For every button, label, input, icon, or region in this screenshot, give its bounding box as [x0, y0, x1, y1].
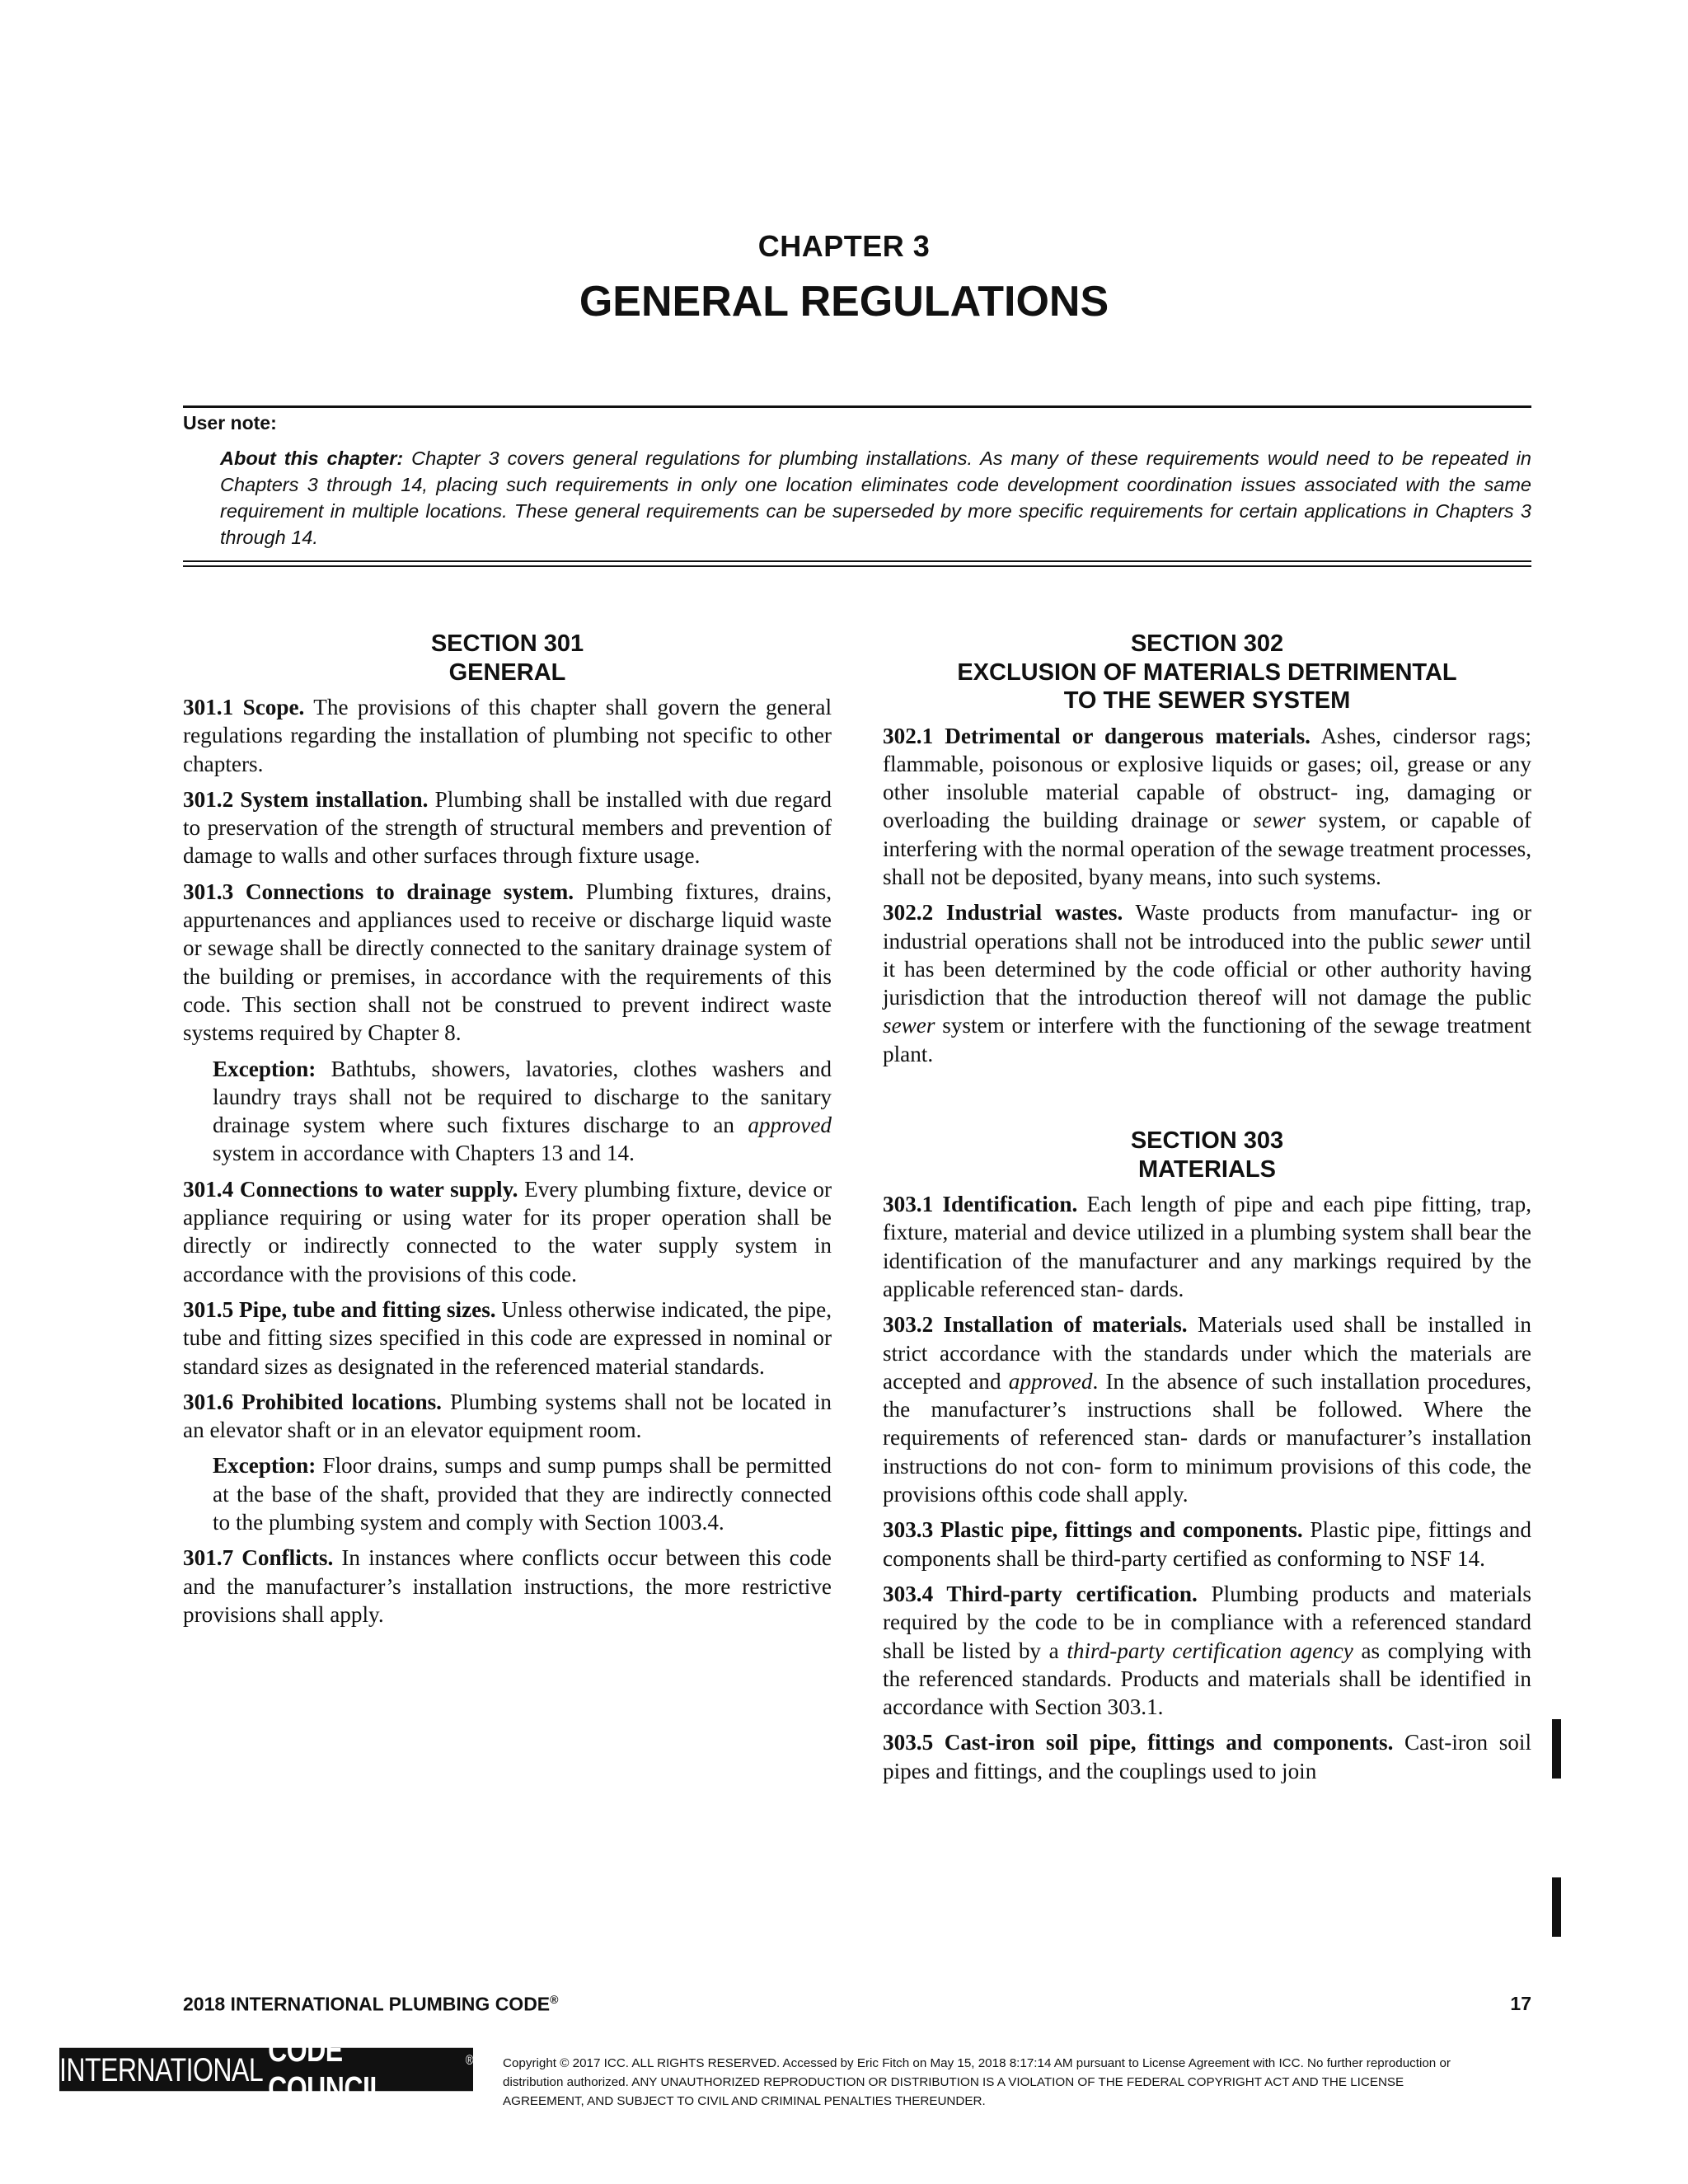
paragraph-number: 303.3 [883, 1517, 934, 1543]
user-note-lead: About this chapter: [220, 448, 404, 469]
copyright-notice [503, 2054, 1574, 2111]
paragraph-heading: Plastic pipe, fittings and components. [933, 1517, 1303, 1543]
paragraph-text: Unless otherwise indicated, the pipe, tube and fitting sizes specified in this code are expressed in nominal or standard sizes as designated in the referenced material standards. [183, 1296, 832, 1379]
paragraph-text: Plumbing systems shall not be located in an elevator shaft or in an elevator equipment room. [183, 1389, 832, 1443]
paragraph-301-3 [183, 878, 832, 1047]
user-note-label: User note: [183, 412, 277, 434]
paragraph-heading: Identification. [933, 1192, 1078, 1217]
exception-text: Bathtubs, showers, lavatories, clothes washers and laundry trays shall not be required to discharge to the sanitary drainage system where such fixtures discharge to an [213, 1056, 832, 1138]
defined-term: third-party certification agency [1067, 1638, 1353, 1663]
paragraph-heading: Third-party certification. [933, 1581, 1198, 1606]
chapter-label: CHAPTER 3 [757, 229, 931, 263]
paragraph-heading: Industrial wastes. [933, 900, 1123, 926]
exception-301-3 [213, 1055, 832, 1168]
paragraph-303-4 [883, 1580, 1531, 1721]
section-302-number: SECTION 302 [1130, 630, 1284, 657]
paragraph-heading: Conflicts. [233, 1545, 334, 1571]
left-column [183, 630, 832, 1636]
defined-term: sewer [1253, 808, 1306, 833]
paragraph-heading: Prohibited locations. [233, 1389, 442, 1414]
paragraph-text: Plumbing products and materials required by the code to be in compliance with a referenced standard shall be listed by a [883, 1581, 1531, 1663]
user-note-top-rule [183, 405, 1531, 408]
defined-term: approved [1008, 1368, 1093, 1394]
section-303-number: SECTION 303 [1130, 1127, 1284, 1155]
paragraph-text: Plumbing fixtures, drains, appurtenances and appliances used to receive or discharge liquid waste or sewage shall be directly connected to the sanitary drainage system of the building or premises, in accordance with the requirements of this code. This section shall not be construed to prevent indirect waste systems required by Chapter 8. [183, 879, 832, 1046]
paragraph-number: 302.1 [883, 723, 934, 748]
paragraph-heading: System installation. [233, 786, 429, 812]
paragraph-number: 301.7 [183, 1545, 234, 1571]
defined-term: approved [748, 1113, 832, 1138]
section-302-heading [883, 630, 1531, 715]
copyright-line: AGREEMENT, AND SUBJECT TO CIVIL AND CRIMINAL PENALTIES THEREUNDER. [503, 2094, 986, 2108]
paragraph-text: Every plumbing fixture, device or appliance requiring or using water for its proper operation shall be directly or indirectly connected to the water supply system in accordance with the provisions of this code. [183, 1176, 832, 1286]
revision-change-bar [1552, 1877, 1561, 1937]
logo-text-international: INTERNATIONAL [59, 2050, 264, 2088]
user-note-body [220, 445, 1531, 551]
paragraph-302-2 [883, 898, 1531, 1068]
paragraph-text: Ashes, cindersor rags; flammable, poisonous or explosive liquids or gases; oil, grease or any other insoluble material capable of obstruct- ing, damaging or overloading the building drainage or [883, 723, 1531, 833]
paragraph-heading: Cast-iron soil pipe, fittings and components. [933, 1730, 1394, 1755]
section-303-heading [883, 1127, 1531, 1183]
paragraph-302-1 [883, 722, 1531, 892]
logo-text-code-council: CODE COUNCIL [268, 2031, 386, 2107]
paragraph-301-7 [183, 1544, 832, 1629]
paragraph-301-5 [183, 1296, 832, 1380]
paragraph-number: 301.1 [183, 695, 234, 719]
paragraph-heading: Scope. [233, 695, 305, 719]
paragraph-number: 303.1 [883, 1192, 934, 1217]
paragraph-number: 302.2 [883, 900, 934, 926]
section-302-title: EXCLUSION OF MATERIALS DETRIMENTAL [957, 658, 1457, 686]
paragraph-text: The provisions of this chapter shall govern the general regulations regarding the installation of plumbing not specific to other chapters. [183, 695, 832, 776]
section-301-heading [183, 630, 832, 687]
paragraph-301-6 [183, 1388, 832, 1445]
paragraph-heading: Detrimental or dangerous materials. [933, 723, 1311, 748]
icc-logo [59, 2031, 473, 2107]
paragraph-text: Each length of pipe and each pipe fitting, trap, fixture, material and device utilized in a plumbing system shall bear the identification of the manufacturer and any markings required by the applicable referenced stan- dards. [883, 1192, 1532, 1301]
paragraph-text: Materials used shall be installed in strict accordance with the standards under which the materials are accepted and [883, 1312, 1531, 1394]
copyright-line: distribution authorized. ANY UNAUTHORIZED REPRODUCTION OR DISTRIBUTION IS A VIOLATION OF THE FEDERAL COPYRIGHT ACT AND THE LICENSE [503, 2075, 1404, 2089]
registered-mark: ® [550, 1993, 559, 2006]
defined-term: sewer [883, 1013, 935, 1038]
paragraph-number: 303.2 [883, 1312, 934, 1338]
paragraph-number: 301.4 [183, 1176, 234, 1202]
paragraph-303-1 [883, 1190, 1531, 1303]
paragraph-number: 303.4 [883, 1581, 934, 1606]
exception-heading: Exception: [213, 1453, 316, 1479]
exception-text: system in accordance with Chapters 13 and 14. [213, 1141, 635, 1166]
section-302-title-line2: TO THE SEWER SYSTEM [1063, 687, 1351, 714]
paragraph-303-2 [883, 1310, 1531, 1508]
section-301-number: SECTION 301 [430, 630, 584, 657]
paragraph-301-4 [183, 1175, 832, 1288]
exception-heading: Exception: [213, 1056, 316, 1081]
defined-term: sewer [1431, 928, 1484, 954]
right-column [883, 630, 1531, 1793]
chapter-title: GENERAL REGULATIONS [579, 278, 1109, 326]
paragraph-text: Waste products from manufactur- ing or industrial operations shall not be introduced into the public [883, 900, 1531, 954]
paragraph-text: . In the absence of such installation procedures, the manufacturer’s instructions shall be followed. Where the requirements of referenced stan- dards or manufacturer’s installation instructions do not con- form to minimum provisions of this code, the provisions ofthis code shall apply. [883, 1368, 1531, 1507]
footer-title-text: 2018 INTERNATIONAL PLUMBING CODE [183, 1993, 551, 2015]
paragraph-number: 301.2 [183, 786, 234, 812]
paragraph-number: 301.3 [183, 879, 234, 904]
exception-text: Floor drains, sumps and sump pumps shall be permitted at the base of the shaft, provided that they are indirectly connected to the plumbing system and comply with Section 1003.4. [213, 1453, 832, 1535]
paragraph-heading: Installation of materials. [933, 1312, 1188, 1338]
paragraph-number: 301.6 [183, 1389, 234, 1414]
paragraph-number: 301.5 [183, 1296, 234, 1322]
revision-change-bar [1552, 1719, 1561, 1779]
paragraph-text: system, or capable of interfering with the normal operation of the sewage treatment processes, shall not be deposited, byany means, into such systems. [883, 808, 1531, 889]
paragraph-text: In instances where conflicts occur between this code and the manufacturer’s installation instructions, the more restrictive provisions shall apply. [183, 1545, 832, 1627]
copyright-line: Copyright © 2017 ICC. ALL RIGHTS RESERVED. Accessed by Eric Fitch on May 15, 2018 8:17:14 AM pursuant to License Agreement with ICC. No further reproduction or [503, 2056, 1451, 2070]
paragraph-303-5 [883, 1728, 1531, 1785]
paragraph-301-2 [183, 785, 832, 870]
paragraph-301-1 [183, 693, 832, 778]
exception-301-6 [213, 1451, 832, 1536]
logo-registered-mark: ® [465, 2051, 473, 2068]
paragraph-text: as complying with the referenced standards. Products and materials shall be identified in accordance with Section 303.1. [883, 1638, 1531, 1720]
section-303-title: MATERIALS [1137, 1155, 1276, 1183]
user-note-bottom-rule [183, 560, 1531, 567]
paragraph-text: Cast-iron soil pipes and fittings, and the couplings used to join [883, 1730, 1531, 1783]
paragraph-text: Plastic pipe, fittings and components shall be third-party certified as conforming to NSF 14. [883, 1517, 1531, 1571]
paragraph-heading: Connections to water supply. [233, 1176, 518, 1202]
paragraph-text: Plumbing shall be installed with due regard to preservation of the strength of structural members and prevention of damage to walls and other surfaces through fixture usage. [183, 786, 832, 869]
paragraph-number: 303.5 [883, 1730, 934, 1755]
footer-book-title [183, 1993, 558, 2016]
paragraph-text: until it has been determined by the code official or other authority having jurisdiction that the introduction thereof will not damage the public [883, 928, 1531, 1010]
paragraph-heading: Connections to drainage system. [233, 879, 574, 904]
paragraph-303-3 [883, 1516, 1531, 1572]
paragraph-heading: Pipe, tube and fitting sizes. [233, 1296, 496, 1322]
paragraph-text: system or interfere with the functioning of the sewage treatment plant. [883, 1013, 1531, 1066]
section-301-title: GENERAL [448, 658, 566, 686]
page-number: 17 [1510, 1993, 1531, 2014]
user-note-text: Chapter 3 covers general regulations for plumbing installations. As many of these requirements would need to be repeated in Chapters 3 through 14, placing such requirements in only one location eliminates code development coordination issues associated with the same requirement in multiple locations. These general requirements can be superseded by more specific requirements for certain applications in Chapters 3 through 14. [220, 448, 1531, 548]
